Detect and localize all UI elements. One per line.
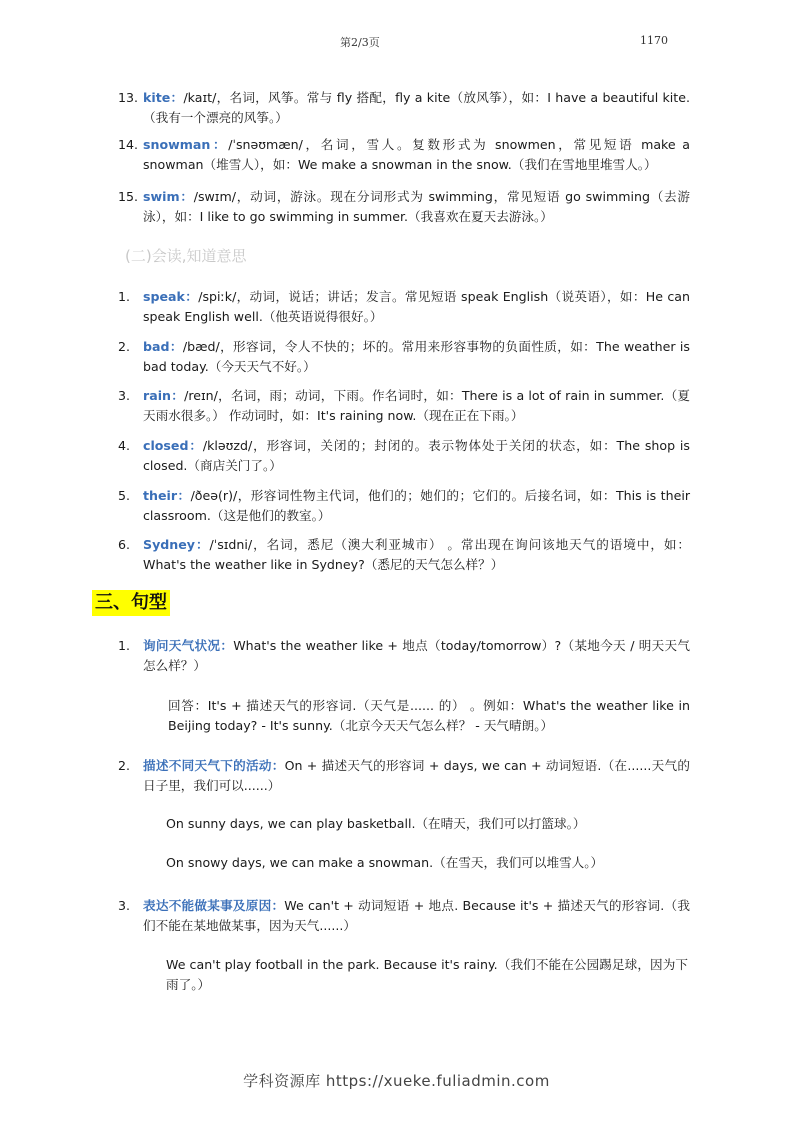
vocab-item-swim (118, 187, 690, 227)
item-number: 2. (118, 758, 131, 773)
vocab-definition: /ˈsɪdni/，名词，悉尼（澳大利亚城市） 。常出现在询问该地天气的语境中，如：What's the weather like in Sydney?（悉尼的天气怎么样？） (143, 537, 691, 572)
subheading: (二)会读,知道意思 (125, 247, 247, 265)
pattern-example: 回答：It's + 描述天气的形容词.（天气是...... 的） 。例如：What's the weather like in Beijing today? - It's sunny.（北京今天天气怎么样？ - 天气晴朗。） (168, 698, 690, 733)
pattern-label: 询问天气状况 (143, 638, 221, 653)
footer-watermark: 学科资源库 https://xueke.fuliadmin.com (243, 1072, 550, 1090)
vocab-separator: ： (210, 137, 229, 152)
vocab-definition: /ˈsnəʊmæn/，名词，雪人。复数形式为 snowmen，常见短语 make a snowman（堆雪人），如：We make a snowman in the snow.（我们在雪地里堆雪人。） (143, 137, 691, 172)
vocab-word: speak (143, 289, 185, 304)
pattern-body: On + 描述天气的形容词 + days, we can + 动词短语.（在......天气的日子里，我们可以......） (143, 758, 691, 793)
pattern-body: What's the weather like + 地点（today/tomorrow）?（某地今天 / 明天天气怎么样？） (143, 638, 691, 673)
vocab-definition: /bæd/，形容词，令人不快的；坏的。常用来形容事物的负面性质，如：The weather is bad today.（今天天气不好。） (143, 339, 690, 374)
vocab-separator: ： (195, 537, 210, 552)
vocab-separator: ： (188, 438, 203, 453)
pattern-body: We can't + 动词短语 + 地点. Because it's + 描述天气的形容词.（我们不能在某地做某事，因为天气......） (143, 898, 690, 933)
read-item-rain (118, 386, 690, 426)
read-item-their (118, 486, 690, 526)
pattern-item-ask-weather (118, 636, 690, 676)
pattern-example: We can't play football in the park. Because it's rainy.（我们不能在公园踢足球，因为下雨了。） (166, 957, 688, 992)
pattern-example: On snowy days, we can make a snowman.（在雪天，我们可以堆雪人。） (166, 855, 604, 870)
vocab-word: rain (143, 388, 171, 403)
item-number: 1. (118, 638, 131, 653)
vocab-separator: ： (177, 488, 191, 503)
pattern-item-activities (118, 756, 690, 796)
vocab-definition: /kləʊzd/，形容词，关闭的；封闭的。表示物体处于关闭的状态，如：The shop is closed.（商店关门了。） (143, 438, 690, 473)
vocab-definition: /swɪm/，动词，游泳。现在分词形式为 swimming，常见短语 go swimming（去游泳），如：I like to go swimming in summer.（我喜欢在夏天去游泳。） (143, 189, 691, 224)
item-number: 2. (118, 339, 131, 354)
vocab-definition: /spiːk/，动词，说话；讲话；发言。常见短语 speak English（说英语），如：He can speak English well.（他英语说得很好。） (143, 289, 690, 324)
vocab-separator: ： (179, 189, 194, 204)
page-indicator: 第2/3页 (340, 36, 380, 49)
section-title: 三、句型 (92, 590, 170, 616)
vocab-separator: ： (169, 339, 183, 354)
vocab-separator: ： (170, 90, 184, 105)
read-item-sydney (118, 535, 690, 575)
pattern-example: On sunny days, we can play basketball.（在晴天，我们可以打篮球。） (166, 816, 586, 831)
pattern-separator: ： (271, 898, 285, 913)
pattern-label: 描述不同天气下的活动 (143, 758, 272, 773)
vocab-word: their (143, 488, 178, 503)
vocab-word: swim (143, 189, 180, 204)
pattern-separator: ： (220, 638, 234, 653)
item-number: 3. (118, 898, 131, 913)
read-item-speak (118, 287, 690, 327)
vocab-word: kite (143, 90, 171, 105)
vocab-item-snowman (118, 135, 690, 175)
item-number: 13. (118, 90, 139, 105)
read-item-bad (118, 337, 690, 377)
vocab-definition: /reɪn/，名词，雨；动词，下雨。作名词时，如：There is a lot of rain in summer.（夏天雨水很多。） 作动词时，如：It's raining now.（现在正在下雨。） (143, 388, 691, 423)
vocab-word: bad (143, 339, 170, 354)
item-number: 15. (118, 189, 139, 204)
item-number: 3. (118, 388, 131, 403)
vocab-separator: ： (171, 388, 185, 403)
read-item-closed (118, 436, 690, 476)
item-number: 4. (118, 438, 131, 453)
page-number: 1170 (640, 34, 668, 47)
vocab-definition: /ðeə(r)/，形容词性物主代词，他们的；她们的；它们的。后接名词，如：This is their classroom.（这是他们的教室。） (143, 488, 691, 523)
item-number: 6. (118, 537, 131, 552)
item-number: 14. (118, 137, 139, 152)
item-number: 1. (118, 289, 131, 304)
vocab-item-kite (118, 88, 690, 128)
vocab-definition: /kaɪt/，名词，风筝。常与 fly 搭配，fly a kite（放风筝），如：I have a beautiful kite.（我有一个漂亮的风筝。） (143, 90, 690, 125)
pattern-item-cannot (118, 896, 690, 936)
vocab-word: snowman (143, 137, 211, 152)
vocab-word: closed (143, 438, 189, 453)
item-number: 5. (118, 488, 131, 503)
vocab-separator: ： (184, 289, 199, 304)
pattern-label: 表达不能做某事及原因 (143, 898, 272, 913)
pattern-separator: ： (271, 758, 285, 773)
vocab-word: Sydney (143, 537, 196, 552)
